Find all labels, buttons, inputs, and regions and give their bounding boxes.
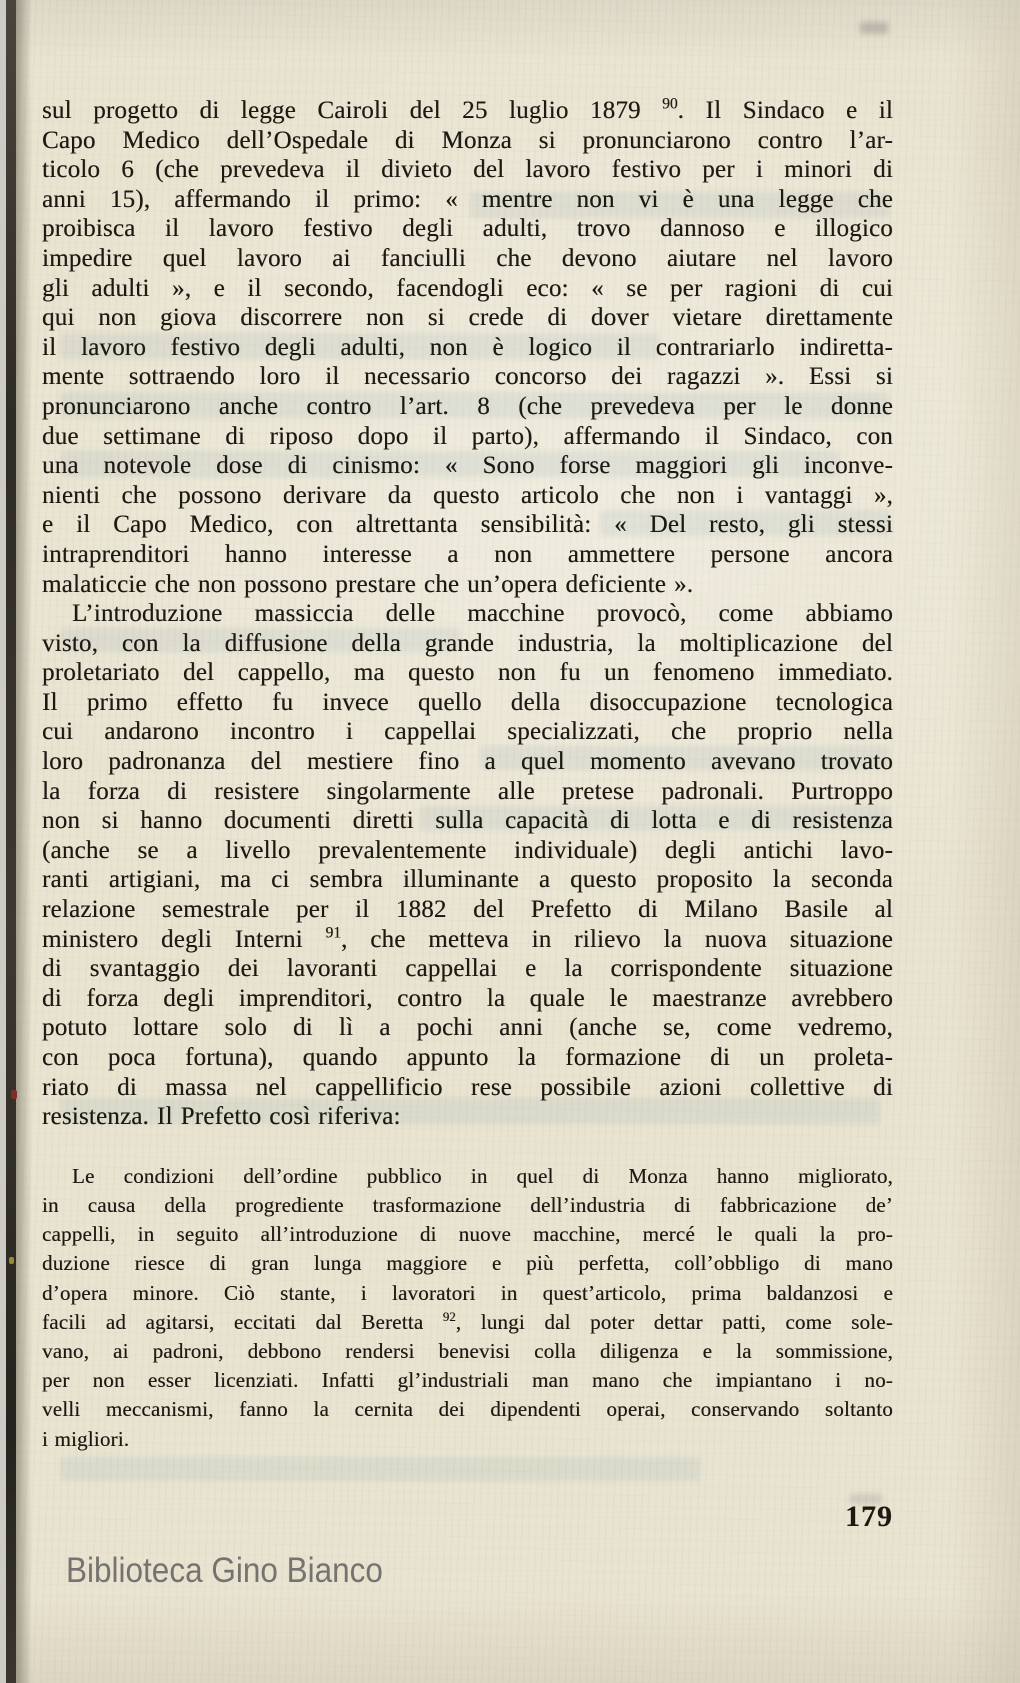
text-line: loro padronanza del mestiere fino a quel momento avevano trovato bbox=[42, 748, 893, 776]
text-line: Capo Medico dell’Ospedale di Monza si pronunciarono contro l’ar- bbox=[42, 126, 893, 154]
text-line: (anche se a livello prevalentemente individuale) degli antichi lavo- bbox=[42, 836, 893, 864]
text-line: ranti artigiani, ma ci sembra illuminante a questo proposito la seconda bbox=[42, 866, 893, 894]
paragraph-machines bbox=[42, 599, 893, 1132]
text-line: resistenza. Il Prefetto così riferiva: bbox=[42, 1103, 401, 1131]
text-line: pronunciarono anche contro l’art. 8 (che prevedeva per le donne bbox=[42, 392, 893, 420]
binding-shadow bbox=[16, 0, 32, 1683]
library-watermark: Biblioteca Gino Bianco bbox=[66, 1551, 383, 1590]
text-line: proletariato del cappello, ma questo non fu un fenomeno immediato. bbox=[42, 659, 893, 687]
text-line: velli meccanismi, fanno la cernita dei dipendenti operai, conservando soltanto bbox=[42, 1397, 893, 1422]
text-line: facili ad agitarsi, eccitati dal Beretta $^{92}$, lungi dal poter dettar patti, come sole- bbox=[42, 1308, 893, 1334]
text-line: due settimane di riposo dopo il parto), affermando il Sindaco, con bbox=[42, 422, 893, 450]
text-line: in causa della progrediente trasformazione dell’industria di fabbricazione de’ bbox=[42, 1192, 893, 1217]
text-line: malaticcie che non possono prestare che un’opera deficiente ». bbox=[42, 570, 694, 598]
show-through-mark bbox=[60, 1457, 700, 1481]
text-line: di svantaggio dei lavoranti cappellai e la corrispondente situazione bbox=[42, 955, 893, 983]
text-line: e il Capo Medico, con altrettanta sensibilità: « Del resto, gli stessi bbox=[42, 511, 893, 539]
text-line: qui non giova discorrere non si crede di dover vietare direttamente bbox=[42, 304, 893, 332]
text-line: ticolo 6 (che prevedeva il divieto del lavoro festivo per i minori di bbox=[42, 156, 893, 184]
block-quote-prefect-report bbox=[42, 1162, 893, 1454]
text-line: Le condizioni dell’ordine pubblico in quel di Monza hanno migliorato, bbox=[72, 1163, 893, 1188]
text-line: relazione semestrale per il 1882 del Prefetto di Milano Basile al bbox=[42, 896, 893, 924]
text-line: con poca fortuna), quando appunto la formazione di un proleta- bbox=[42, 1044, 893, 1071]
text-line: vano, ai padroni, debbono rendersi benevisi colla diligenza e la sommissione, bbox=[42, 1339, 893, 1363]
text-line: cui andarono incontro i cappellai specializzati, che proprio nella bbox=[42, 718, 893, 746]
text-line: proibisca il lavoro festivo degli adulti, trovo dannoso e illogico bbox=[42, 215, 893, 243]
text-line: impedire quel lavoro ai fanciulli che devono aiutare nel lavoro bbox=[42, 244, 893, 272]
text-line: potuto lottare solo di lì a pochi anni (anche se, come vedremo, bbox=[42, 1014, 893, 1042]
text-line: non si hanno documenti diretti sulla capacità di lotta e di resistenza bbox=[42, 807, 893, 835]
text-line: visto, con la diffusione della grande industria, la moltiplicazione del bbox=[42, 629, 893, 657]
text-line: sul progetto di legge Cairoli del 25 luglio 1879 $^{90}$. Il Sindaco e il bbox=[42, 95, 894, 124]
paragraph-continuation bbox=[42, 96, 893, 599]
footnote-ref: 90 bbox=[662, 95, 678, 113]
book-binding-edge bbox=[6, 0, 16, 1683]
text-line: duzione riesce di gran lunga maggiore e più perfetta, coll’obbligo di mano bbox=[42, 1251, 893, 1276]
footnote-ref: 91 bbox=[325, 924, 342, 942]
text-line: d’opera minore. Ciò stante, i lavoratori in quest’articolo, prima baldanzosi e bbox=[42, 1280, 893, 1305]
text-line: anni 15), affermando il primo: « mentre non vi è una legge che bbox=[42, 185, 893, 213]
text-column bbox=[42, 96, 893, 1454]
text-line: per non esser licenziati. Infatti gl’industriali man mano che impiantano i no- bbox=[42, 1368, 893, 1393]
text-line: intraprenditori hanno interesse a non ammettere persone ancora bbox=[42, 540, 893, 568]
text-line: di forza degli imprenditori, contro la quale le maestranze avrebbero bbox=[42, 984, 893, 1012]
page-number: 179 bbox=[845, 1500, 893, 1533]
paper-speck bbox=[9, 1257, 14, 1264]
text-line: gli adulti », e il secondo, facendogli eco: « se per ragioni di cui bbox=[42, 274, 893, 302]
text-line: L’introduzione massiccia delle macchine provocò, come abbiamo bbox=[72, 600, 893, 628]
text-line: cappelli, in seguito all’introduzione di nuove macchine, mercé le quali la pro- bbox=[42, 1222, 893, 1247]
text-line: i migliori. bbox=[42, 1426, 130, 1451]
text-line: il lavoro festivo degli adulti, non è logico il contrariarlo indiretta- bbox=[42, 333, 893, 361]
text-line: Il primo effetto fu invece quello della disoccupazione tecnologica bbox=[42, 688, 893, 716]
scan-smudge bbox=[860, 22, 888, 34]
text-line: una notevole dose di cinismo: « Sono forse maggiori gli inconve- bbox=[42, 452, 893, 480]
text-line: la forza di resistere singolarmente alle pretese padronali. Purtroppo bbox=[42, 777, 893, 805]
text-line: nienti che possono derivare da questo articolo che non i vantaggi », bbox=[42, 481, 893, 509]
text-line: mente sottraendo loro il necessario concorso dei ragazzi ». Essi si bbox=[42, 363, 893, 391]
text-line: riato di massa nel cappellificio rese possibile azioni collettive di bbox=[42, 1073, 893, 1101]
text-line: ministero degli Interni $^{91}$, che metteva in rilievo la nuova situazione bbox=[42, 924, 893, 953]
ink-speck bbox=[11, 1090, 17, 1099]
footnote-ref: 92 bbox=[442, 1308, 456, 1324]
